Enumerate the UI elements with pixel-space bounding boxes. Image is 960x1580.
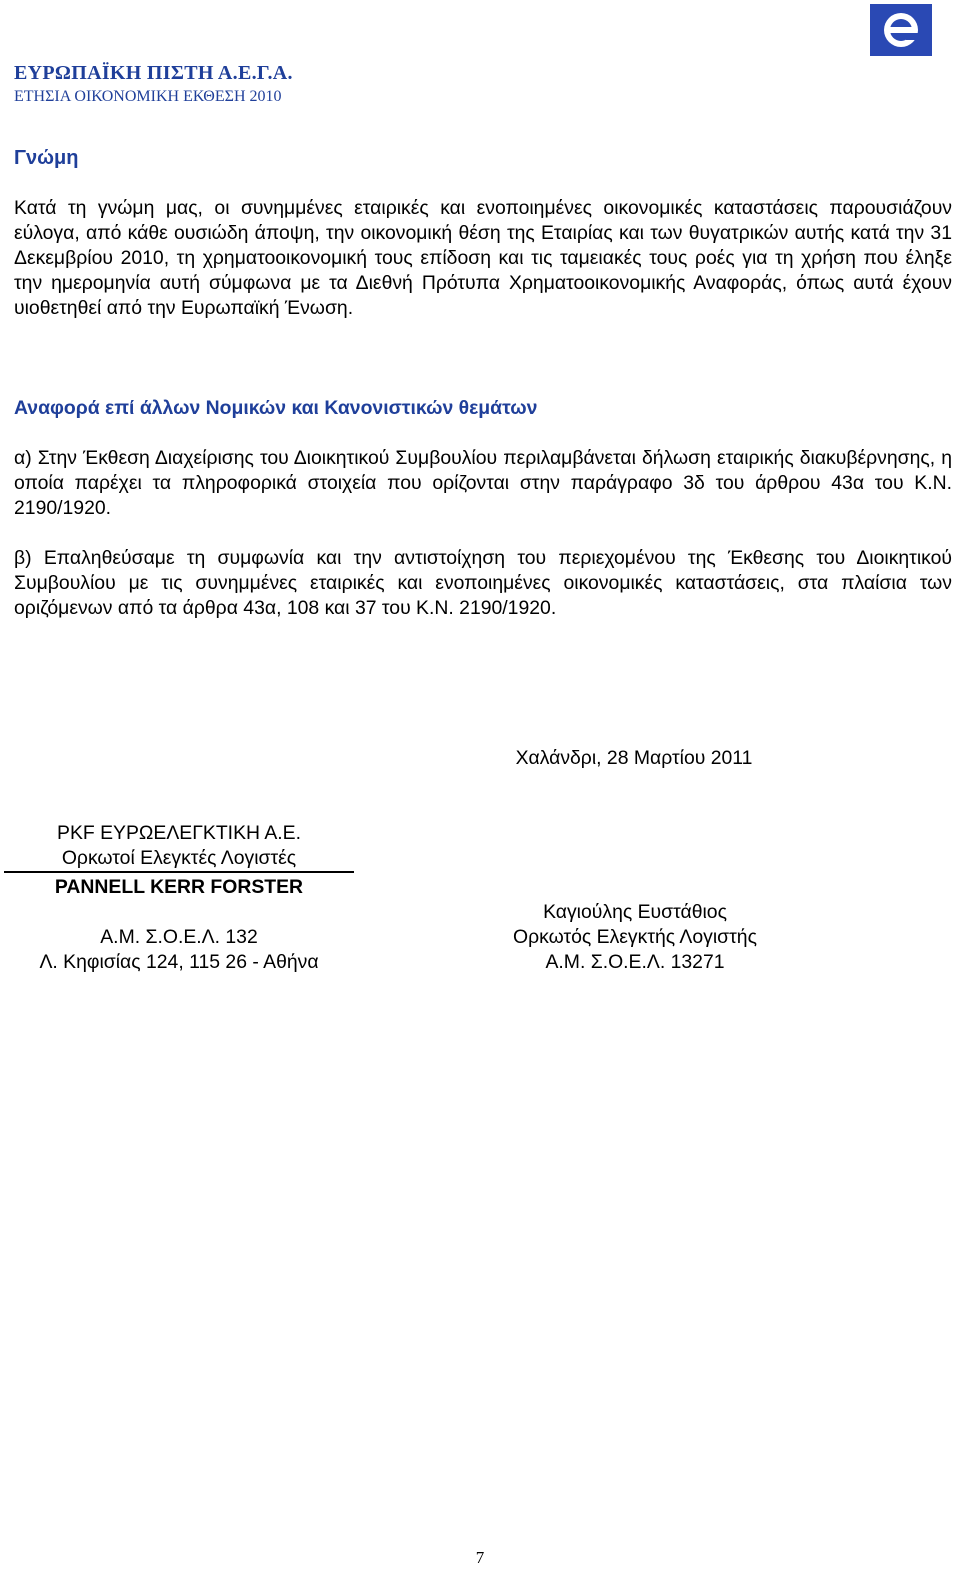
opinion-heading: Γνώμη xyxy=(14,147,79,169)
auditor-title: Ορκωτός Ελεγκτής Λογιστής xyxy=(513,926,757,948)
company-logo-icon xyxy=(868,4,932,56)
legal-item-b: β) Επαληθεύσαμε τη συμφωνία και την αντιστοίχηση του περιεχομένου της Έκθεσης του Διοικητικού Συμβουλίου με τις συνημμένες εταιρικές και ενοποιημένες οικονομικές καταστάσεις, στα πλαίσια των οριζόμενων από τα άρθρα 43α, 108 και 37 του Κ.Ν. 2190/1920. xyxy=(14,547,952,619)
legal-heading: Αναφορά επί άλλων Νομικών και Κανονιστικών θεμάτων xyxy=(14,397,538,419)
legal-item-a: α) Στην Έκθεση Διαχείρισης του Διοικητικού Συμβουλίου περιλαμβάνεται δήλωση εταιρικής διακυβέρνησης, η οποία παρέχει τα πληροφορικά στοιχεία που ορίζονται στην παράγραφο 3δ του άρθρου 43α του Κ.Ν. 2190/1920. xyxy=(14,447,952,519)
firm-address: Λ. Κηφισίας 124, 115 26 - Αθήνα xyxy=(39,951,319,973)
signature-divider xyxy=(4,871,354,873)
opinion-paragraph: Κατά τη γνώμη μας, οι συνημμένες εταιρικές και ενοποιημένες οικονομικές καταστάσεις παρουσιάζουν εύλογα, από κάθε ουσιώδη άποψη, την οικονομική θέση της Εταιρίας και των θυγατρικών αυτής κατά την 31 Δεκεμβρίου 2010, τη χρηματοοικονομική τους επίδοση και τις ταμειακές τους ροές για τη χρήση που έληξε την ημερομηνία αυτή σύμφωνα με τα Διεθνή Πρότυπα Χρηματοοικονομικής Αναφοράς, όπως αυτά έχουν υιοθετηθεί από την Ευρωπαϊκή Ένωση. xyxy=(14,197,952,319)
auditor-name: Καγιούλης Ευστάθιος xyxy=(543,901,727,923)
report-title: ΕΤΗΣΙΑ ΟΙΚΟΝΟΜΙΚΗ ΕΚΘΕΣΗ 2010 xyxy=(14,88,282,105)
auditor-reg-number: Α.Μ. Σ.Ο.Ε.Λ. 13271 xyxy=(545,951,725,973)
firm-subtitle: Ορκωτοί Ελεγκτές Λογιστές xyxy=(61,847,297,869)
page-number: 7 xyxy=(475,1548,485,1567)
firm-reg-number: Α.Μ. Σ.Ο.Ε.Λ. 132 xyxy=(100,926,258,948)
place-date: Χαλάνδρι, 28 Μαρτίου 2011 xyxy=(515,747,753,769)
firm-network: PANNELL KERR FORSTER xyxy=(54,876,304,898)
firm-name: PKF ΕΥΡΩΕΛΕΓΚΤΙΚΗ Α.Ε. xyxy=(57,822,301,844)
company-name: ΕΥΡΩΠΑΪΚΗ ΠΙΣΤΗ Α.Ε.Γ.Α. xyxy=(14,62,293,84)
